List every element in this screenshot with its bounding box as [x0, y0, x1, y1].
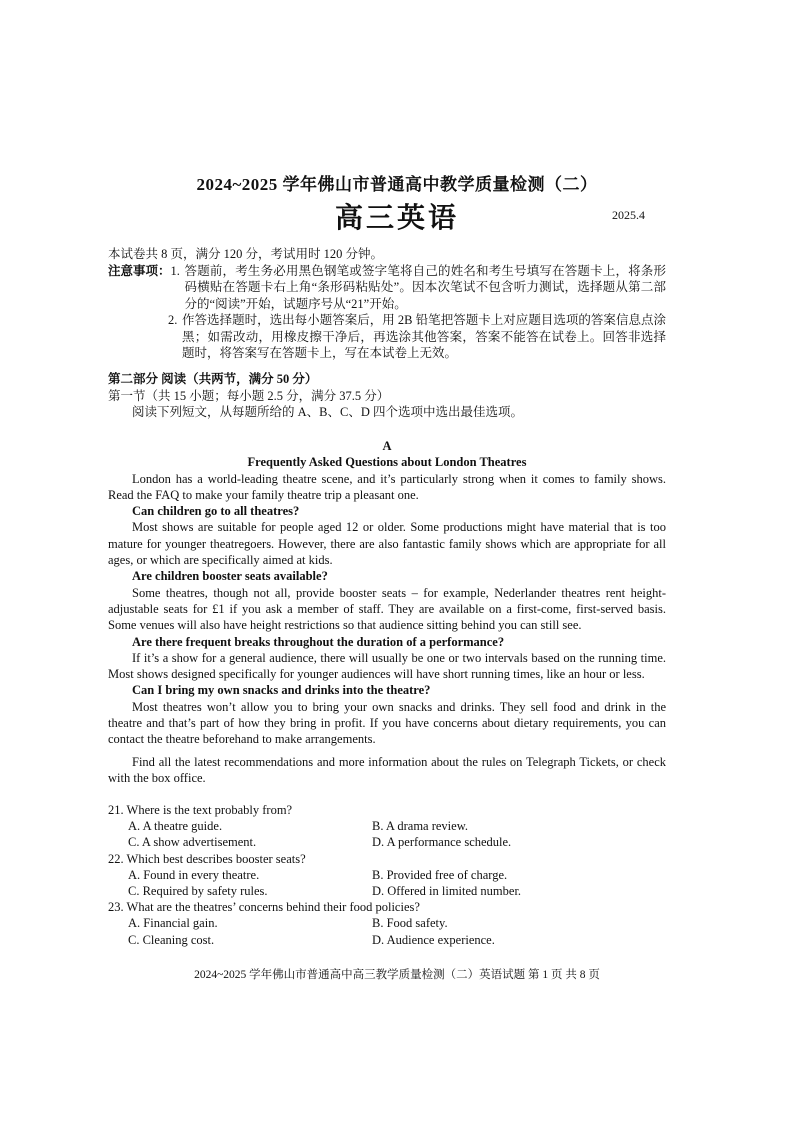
part-title: 第二部分 阅读（共两节，满分 50 分）	[108, 372, 318, 386]
note-item-1	[171, 263, 666, 313]
option-d: D. A performance schedule.	[372, 835, 512, 850]
faq-question: Can I bring my own snacks and drinks into the theatre?	[132, 683, 431, 698]
notes-label: 注意事项：	[108, 263, 171, 278]
option-b: B. A drama review.	[372, 819, 469, 834]
option-c: C. A show advertisement.	[128, 835, 257, 850]
faq-question: Can children go to all theatres?	[132, 504, 300, 519]
section-instruction: 阅读下列短文，从每题所给的 A、B、C、D 四个选项中选出最佳选项。	[132, 405, 523, 419]
passage-intro: London has a world-leading theatre scene, and it’s particularly strong when it comes to family shows. Read the FAQ to make your family theatre trip a pleasant one.	[108, 471, 666, 502]
exam-title: 2024~2025 学年佛山市普通高中教学质量检测（二）	[196, 175, 598, 194]
faq-answer: Some theatres, though not all, provide booster seats – for example, Nederlander theatres rent height-adjustable seats for £1 if you ask a member of staff. They are available on a first-come, first-served basis. Some venues will also have height restrictions so that audience sitting behind you can still see.	[108, 585, 666, 633]
option-c: C. Cleaning cost.	[128, 932, 215, 947]
question	[108, 802, 666, 851]
faq-question: Are children booster seats available?	[132, 569, 328, 584]
passage-letter: A	[382, 439, 392, 453]
note-text: 作答选择题时，选出每小题答案后，用 2B 铅笔把答题卡上对应题目选项的答案信息点涂黑；如需改动，用橡皮擦干净后，再选涂其他答案，答案不能答在试卷上。回答非选择题时，将答案写在答题卡上，写在本试卷上无效。	[182, 313, 666, 360]
faq-answer: Most theatres won’t allow you to bring your own snacks and drinks. They sell food and drink in the theatre and that’s part of how they bring in profit. If you have concerns about dietary requirements, you can contact the theatre beforehand to make arrangements.	[108, 699, 666, 747]
note-text: 答题前，考生务必用黑色钢笔或签字笔将自己的姓名和考生号填写在答题卡上，将条形码横贴在答题卡右上角“条形码粘贴处”。因本次笔试不包含听力测试，选择题从第二部分的“阅读”开始，试题序号从“21”开始。	[184, 263, 666, 311]
note-item-2	[168, 312, 666, 362]
option-b: B. Food safety.	[372, 916, 448, 931]
notes-row	[108, 263, 666, 313]
note-number: 1.	[170, 263, 180, 278]
option-a: A. Financial gain.	[128, 916, 218, 931]
passage-title: Frequently Asked Questions about London Theatres	[247, 455, 527, 470]
subsection-title: 第一节（共 15 小题；每小题 2.5 分，满分 37.5 分）	[108, 388, 390, 403]
question	[108, 899, 666, 948]
option-a: A. A theatre guide.	[128, 819, 223, 834]
faq-question: Are there frequent breaks throughout the duration of a performance?	[132, 634, 505, 649]
option-b: B. Provided free of charge.	[372, 867, 508, 882]
note-number: 2.	[168, 313, 178, 327]
exam-instructions	[108, 246, 666, 362]
option-d: D. Audience experience.	[372, 932, 495, 947]
faq-answer: Most shows are suitable for people aged 12 or older. Some productions might have material that is too mature for younger theatregoers. However, there are also fantastic family shows which are appropriate for all ages, or which are specifically aimed at kids.	[108, 520, 666, 568]
subject-title: 高三英语	[334, 203, 459, 234]
option-d: D. Offered in limited number.	[372, 884, 522, 899]
passage-closing: Find all the latest recommendations and more information about the rules on Telegraph Tickets, or check with the box office.	[108, 754, 666, 785]
exam-date: 2025.4	[612, 208, 645, 222]
question-list	[108, 802, 666, 948]
option-c: C. Required by safety rules.	[128, 884, 268, 899]
option-a: A. Found in every theatre.	[128, 867, 260, 882]
question-stem: 21. Where is the text probably from?	[108, 803, 293, 817]
reading-passage	[108, 438, 666, 786]
page-footer: 2024~2025 学年佛山市普通高中高三教学质量检测（二）英语试题 第 1 页 共 8 页	[194, 969, 600, 981]
question	[108, 851, 666, 900]
faq-answer: If it’s a show for a general audience, there will usually be one or two intervals based on the running time. Most shows designed specifically for younger audiences will have short running times, like an hour or less.	[108, 650, 666, 682]
question-stem: 23. What are the theatres’ concerns behind their food policies?	[108, 900, 420, 915]
question-stem: 22. Which best describes booster seats?	[108, 851, 306, 866]
intro-line: 本试卷共 8 页，满分 120 分，考试用时 120 分钟。	[108, 247, 384, 261]
section-header	[108, 371, 666, 421]
